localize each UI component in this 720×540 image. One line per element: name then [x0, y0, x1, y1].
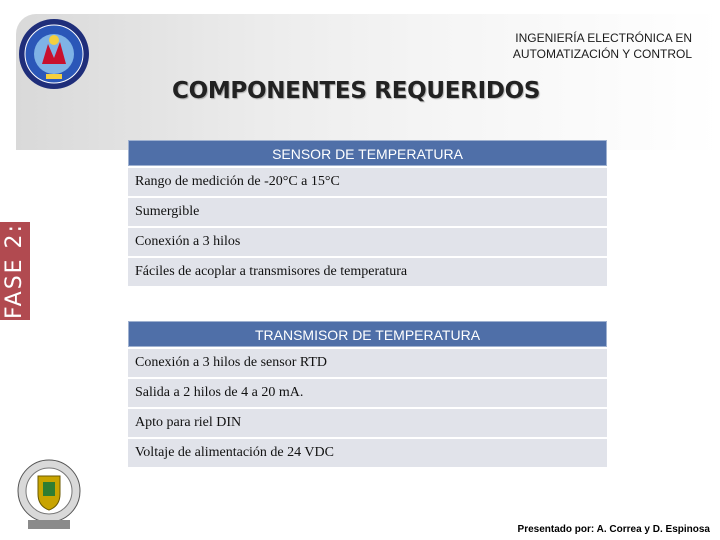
table-row: Sumergible: [128, 198, 607, 226]
page-title: COMPONENTES REQUERIDOS: [172, 78, 541, 104]
sensor-table: [128, 140, 607, 286]
table-row: Voltaje de alimentación de 24 VDC: [128, 439, 607, 467]
table-row: Fáciles de acoplar a transmisores de temperatura: [128, 258, 607, 286]
table-row: Conexión a 3 hilos: [128, 228, 607, 256]
transmitter-table-heading: TRANSMISOR DE TEMPERATURA: [128, 321, 607, 347]
phase-label: FASE 2:: [2, 223, 27, 319]
table-row: Conexión a 3 hilos de sensor RTD: [128, 349, 607, 377]
program-title-line2: AUTOMATIZACIÓN Y CONTROL: [512, 47, 692, 61]
table-row: Salida a 2 hilos de 4 a 20 mA.: [128, 379, 607, 407]
program-title: [432, 30, 692, 62]
program-title-line1: INGENIERÍA ELECTRÓNICA EN: [515, 31, 692, 45]
phase-side-tab: [0, 222, 30, 320]
table-row: Rango de medición de -20°C a 15°C: [128, 168, 607, 196]
university-crest-logo: [14, 458, 84, 532]
transmitter-table: [128, 321, 607, 467]
sensor-table-heading: SENSOR DE TEMPERATURA: [128, 140, 607, 166]
presenter-credit: Presentado por: A. Correa y D. Espinosa: [517, 524, 710, 535]
department-seal-logo: [18, 18, 90, 90]
table-row: Apto para riel DIN: [128, 409, 607, 437]
